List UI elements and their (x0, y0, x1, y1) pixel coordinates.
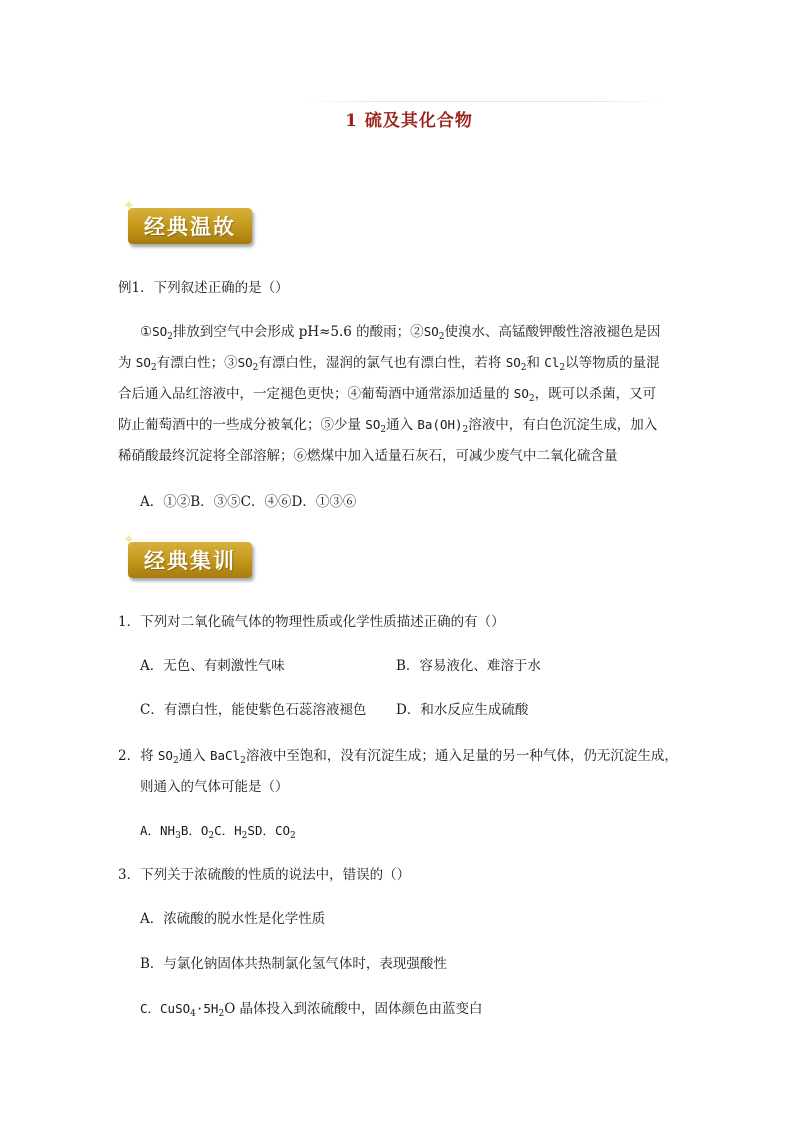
question-2-stem: 2．将 $SO_2$通入 BaCl$_2$溶液中至饱和，没有沉淀生成；通入足量的另一种气体，仍无沉淀生成， (118, 748, 678, 766)
banner-label: 经典集训 (144, 549, 236, 573)
example-1-text-line: 为 $SO_2$有漂白性；$③SO_2$有漂白性，湿润的氯气也有漂白性，若将 $SO_2$和 $Cl_2$以等物质的量混 (118, 355, 660, 373)
question-2-stem-cont: 则通入的气体可能是（） (140, 779, 289, 795)
section-banner-classic-review (123, 198, 252, 244)
page-title: 1 硫及其化合物 (345, 111, 473, 131)
example-1-stem: 例1．下列叙述正确的是（） (118, 280, 289, 296)
header-rule (305, 101, 665, 102)
banner-label: 经典温故 (144, 215, 236, 239)
question-1-option-c: C．有漂白性，能使紫色石蕊溶液褪色 (140, 702, 367, 718)
question-2-options: A．$NH_3B$．$O_2C$．$H_2SD$．$CO_2$ (140, 823, 296, 841)
example-1-text-line: 防止葡萄酒中的一些成分被氧化；⑤少量 $SO_2$通入 $Ba(OH)_2$溶液中，有白色沉淀生成，加入 (118, 417, 658, 435)
star-icon: ✦ (123, 198, 137, 214)
question-3-option-a: A．浓硫酸的脱水性是化学性质 (140, 911, 326, 927)
question-1-stem: 1．下列对二氧化硫气体的物理性质或化学性质描述正确的有（） (118, 614, 505, 630)
example-1-options: A．①②B．③⑤C．④⑥D．①③⑥ (140, 494, 357, 510)
question-1-option-d: D．和水反应生成硫酸 (396, 702, 529, 718)
question-1-option-b: B．容易液化、难溶于水 (396, 658, 541, 674)
section-banner-classic-training (123, 532, 252, 578)
example-1-text-line: 合后通入品红溶液中，一定褪色更快；④葡萄酒中通常添加适量的 $SO_2$，既可以杀菌，又可 (118, 386, 657, 404)
question-3-option-b: B．与氯化钠固体共热制氯化氢气体时，表现强酸性 (140, 956, 447, 972)
example-1-text-line: 稀硝酸最终沉淀将全部溶解；⑥燃煤中加入适量石灰石，可减少废气中二氧化硫含量 (118, 448, 618, 464)
question-1-option-a: A．无色、有刺激性气味 (140, 658, 285, 674)
question-3-option-c: C．$CuSO_4\cdot 5H_2O$ 晶体投入到浓硫酸中，固体颜色由蓝变白 (140, 1001, 483, 1019)
star-icon: ✦ (123, 532, 137, 548)
example-1-text-line: $①SO_2$排放到空气中会形成 pH≈5.6 的酸雨；$②SO_2$使溴水、高锰酸钾酸性溶液褪色是因 (140, 324, 661, 342)
question-3-stem: 3．下列关于浓硫酸的性质的说法中，错误的（） (118, 867, 411, 883)
